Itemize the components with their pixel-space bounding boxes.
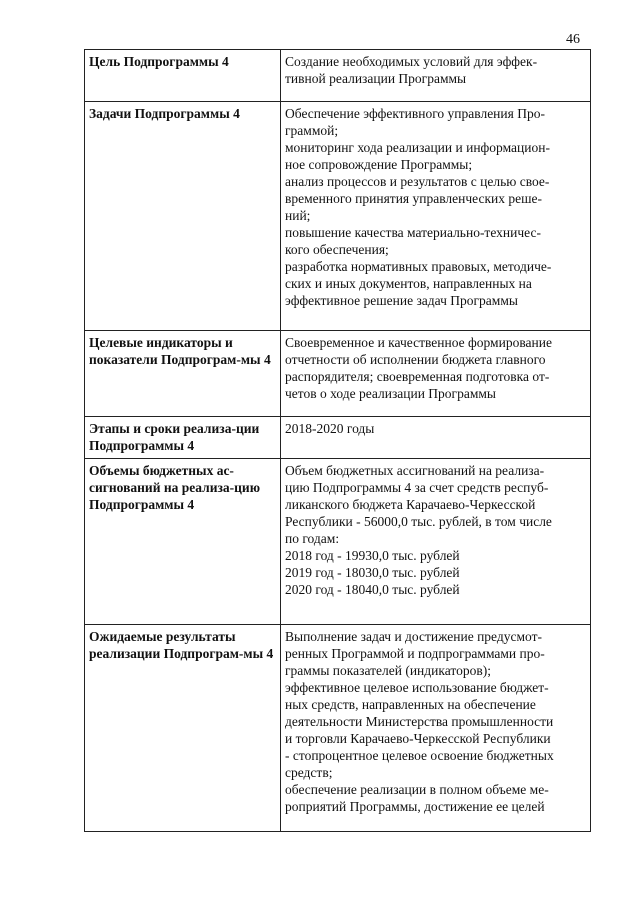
row-label-indicators: Целевые индикаторы и показатели Подпрограм-мы 4 [85, 331, 281, 417]
table-row [85, 625, 591, 832]
text-line: по годам: [285, 531, 340, 546]
page-number: 46 [566, 32, 580, 47]
subprogram-passport-table [84, 49, 591, 832]
row-label-goal: Цель Подпрограммы 4 [85, 50, 281, 102]
table-row [85, 331, 591, 417]
text-line: Своевременное и качественное формирование [285, 335, 552, 350]
text-line: анализ процессов и результатов с целью свое- [285, 174, 550, 189]
text-line: - стопроцентное целевое освоение бюджетных [285, 748, 554, 763]
text-line: разработка нормативных правовых, методиче- [285, 259, 552, 274]
text-line: граммой; [285, 123, 339, 138]
row-label-stages: Этапы и сроки реализа-ции Подпрограммы 4 [85, 417, 281, 459]
text-line: кого обеспечения; [285, 242, 389, 257]
table-row [85, 417, 591, 459]
text-line: Обеспечение эффективного управления Про- [285, 106, 545, 121]
text-line: и торговли Карачаево-Черкесской Республики [285, 731, 551, 746]
row-value-budget [281, 459, 591, 625]
text-line: мониторинг хода реализации и информацион- [285, 140, 550, 155]
table-row [85, 102, 591, 331]
row-label-expected-results: Ожидаемые результаты реализации Подпрограм-мы 4 [85, 625, 281, 832]
row-value-stages [281, 417, 591, 459]
text-line: повышение качества материально-техничес- [285, 225, 541, 240]
text-line: ренных Программой и подпрограммами про- [285, 646, 545, 661]
text-line: Объем бюджетных ассигнований на реализа- [285, 463, 545, 478]
row-label-tasks: Задачи Подпрограммы 4 [85, 102, 281, 331]
text-line: обеспечение реализации в полном объеме ме- [285, 782, 549, 797]
text-line: ний; [285, 208, 311, 223]
table-row [85, 459, 591, 625]
text-line: 2018 год - 19930,0 тыс. рублей [285, 548, 460, 563]
text-line: роприятий Программы, достижение ее целей [285, 799, 545, 814]
text-line: тивной реализации Программы [285, 71, 467, 86]
text-line: четов о ходе реализации Программы [285, 386, 496, 401]
row-value-goal [281, 50, 591, 102]
text-line: Республики - 56000,0 тыс. рублей, в том числе [285, 514, 552, 529]
row-label-budget: Объемы бюджетных ас-сигнований на реализа-цию Подпрограммы 4 [85, 459, 281, 625]
row-value-expected-results [281, 625, 591, 832]
text-line: эффективное целевое использование бюджет- [285, 680, 549, 695]
text-line: ное сопровождение Программы; [285, 157, 473, 172]
text-line: эффективное решение задач Программы [285, 293, 518, 308]
text-line: ликанского бюджета Карачаево-Черкесской [285, 497, 536, 512]
text-line: временного принятия управленческих реше- [285, 191, 543, 206]
text-line: ных средств, направленных на обеспечение [285, 697, 536, 712]
text-line: 2020 год - 18040,0 тыс. рублей [285, 582, 460, 597]
text-line: отчетности об исполнении бюджета главного [285, 352, 546, 367]
text-line: Выполнение задач и достижение предусмот- [285, 629, 542, 644]
text-line: цию Подпрограммы 4 за счет средств респуб- [285, 480, 549, 495]
text-line: граммы показателей (индикаторов); [285, 663, 491, 678]
text-line: Создание необходимых условий для эффек- [285, 54, 538, 69]
row-value-tasks [281, 102, 591, 331]
text-line: деятельности Министерства промышленности [285, 714, 554, 729]
text-line: распорядителя; своевременная подготовка от- [285, 369, 550, 384]
row-value-indicators [281, 331, 591, 417]
text-line: средств; [285, 765, 333, 780]
text-line: 2019 год - 18030,0 тыс. рублей [285, 565, 460, 580]
table-row [85, 50, 591, 102]
text-line: 2018-2020 годы [285, 421, 375, 436]
text-line: ских и иных документов, направленных на [285, 276, 532, 291]
